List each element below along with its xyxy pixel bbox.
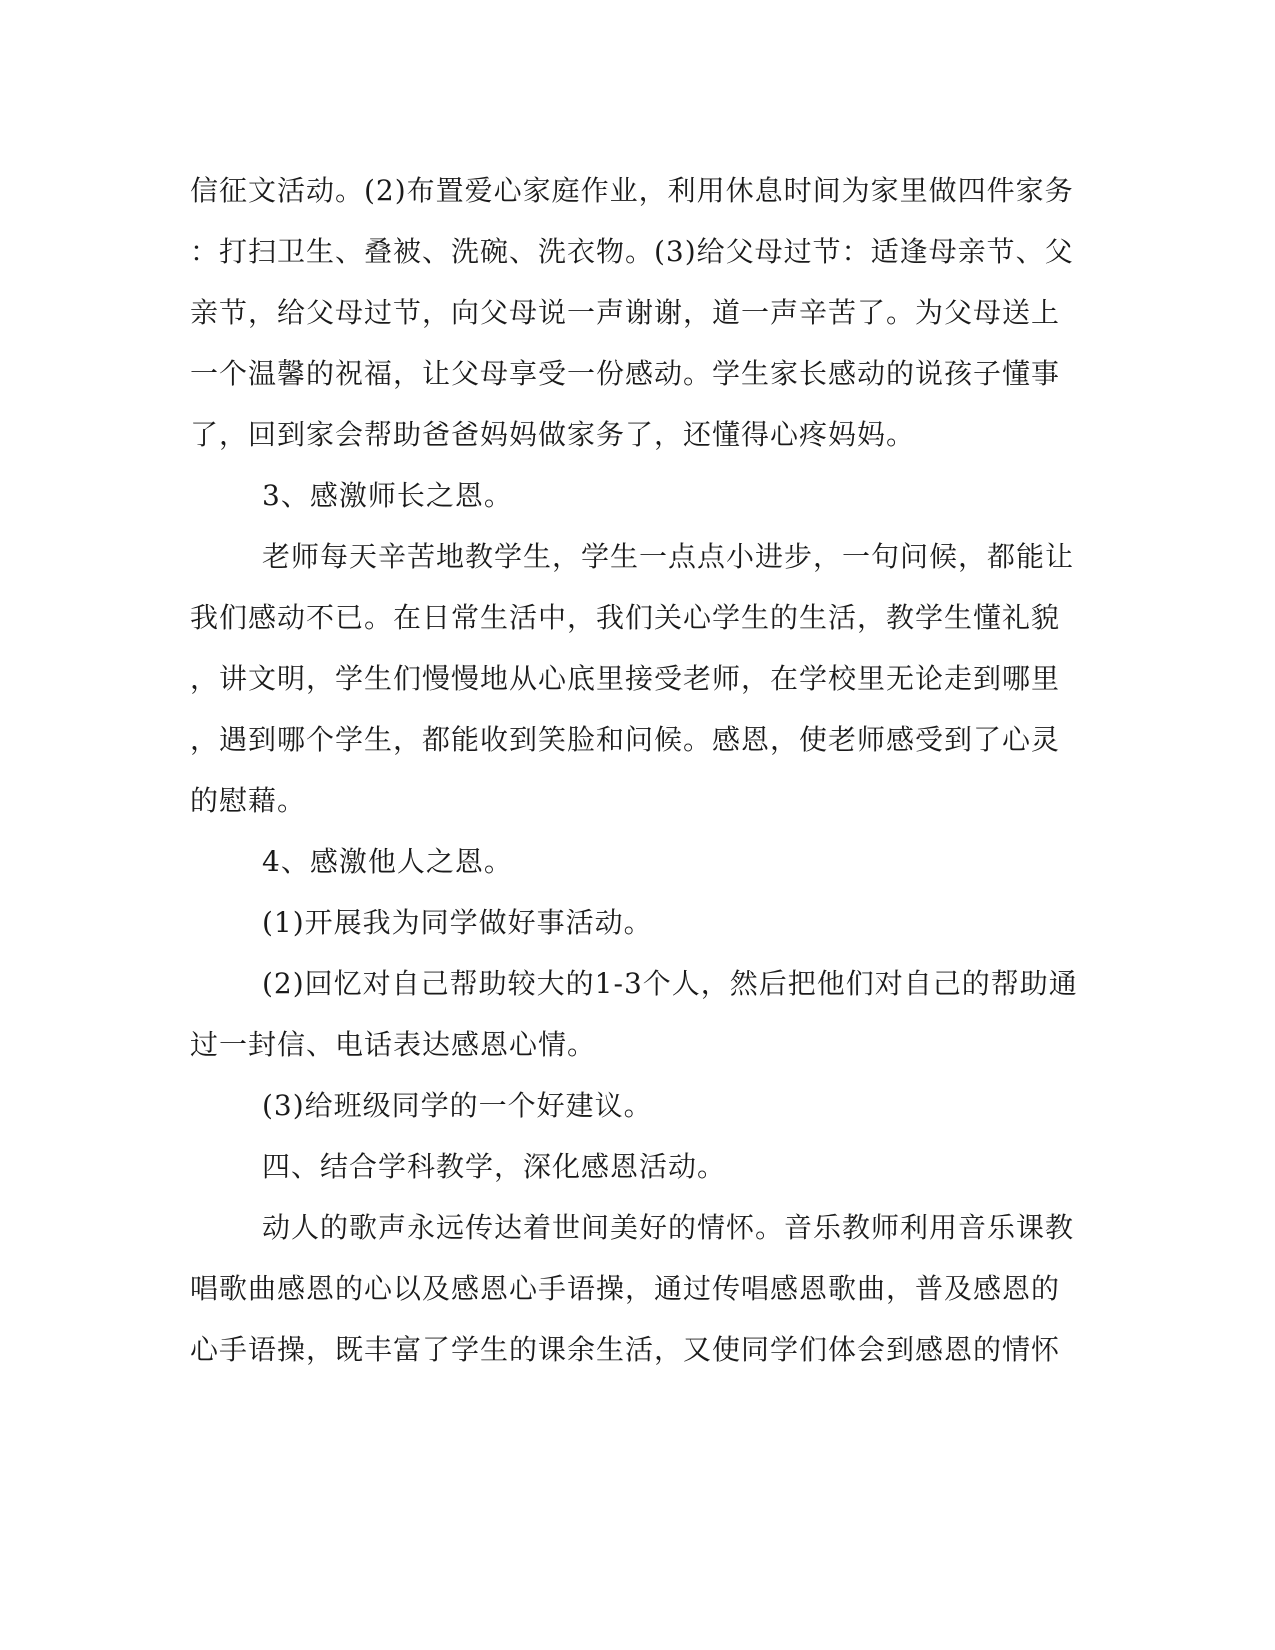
list-item: (3)给班级同学的一个好建议。 xyxy=(262,1089,653,1122)
list-item: (2)回忆对自己帮助较大的1-3个人，然后把他们对自己的帮助通 xyxy=(262,967,1078,1000)
section-heading: 四、结合学科教学，深化感恩活动。 xyxy=(262,1150,727,1183)
text-line: ：打扫卫生、叠被、洗碗、洗衣物。(3)给父母过节：适逢母亲节、父 xyxy=(190,235,1074,268)
text-line: 心手语操，既丰富了学生的课余生活，又使同学们体会到感恩的情怀 xyxy=(190,1333,1061,1366)
text-line: 的慰藉。 xyxy=(190,784,307,817)
section-heading: 4、感激他人之恩。 xyxy=(262,845,513,878)
list-item: (1)开展我为同学做好事活动。 xyxy=(262,906,653,939)
text-line: 一个温馨的祝福，让父母享受一份感动。学生家长感动的说孩子懂事 xyxy=(190,357,1061,390)
text-line: 信征文活动。(2)布置爱心家庭作业，利用休息时间为家里做四件家务 xyxy=(190,174,1074,207)
text-line: 唱歌曲感恩的心以及感恩心手语操，通过传唱感恩歌曲，普及感恩的 xyxy=(190,1272,1061,1305)
text-line: 动人的歌声永远传达着世间美好的情怀。音乐教师利用音乐课教 xyxy=(262,1211,1075,1244)
text-line: 过一封信、电话表达感恩心情。 xyxy=(190,1028,597,1061)
text-line: ，遇到哪个学生，都能收到笑脸和问候。感恩，使老师感受到了心灵 xyxy=(190,723,1061,756)
text-line: 我们感动不已。在日常生活中，我们关心学生的生活，教学生懂礼貌 xyxy=(190,601,1061,634)
text-line: 亲节，给父母过节，向父母说一声谢谢，道一声辛苦了。为父母送上 xyxy=(190,296,1061,329)
document-body xyxy=(190,160,1080,1380)
section-heading: 3、感激师长之恩。 xyxy=(262,479,513,512)
text-line: ，讲文明，学生们慢慢地从心底里接受老师，在学校里无论走到哪里 xyxy=(190,662,1061,695)
text-line: 老师每天辛苦地教学生，学生一点点小进步，一句问候，都能让 xyxy=(262,540,1075,573)
text-line: 了，回到家会帮助爸爸妈妈做家务了，还懂得心疼妈妈。 xyxy=(190,418,916,451)
